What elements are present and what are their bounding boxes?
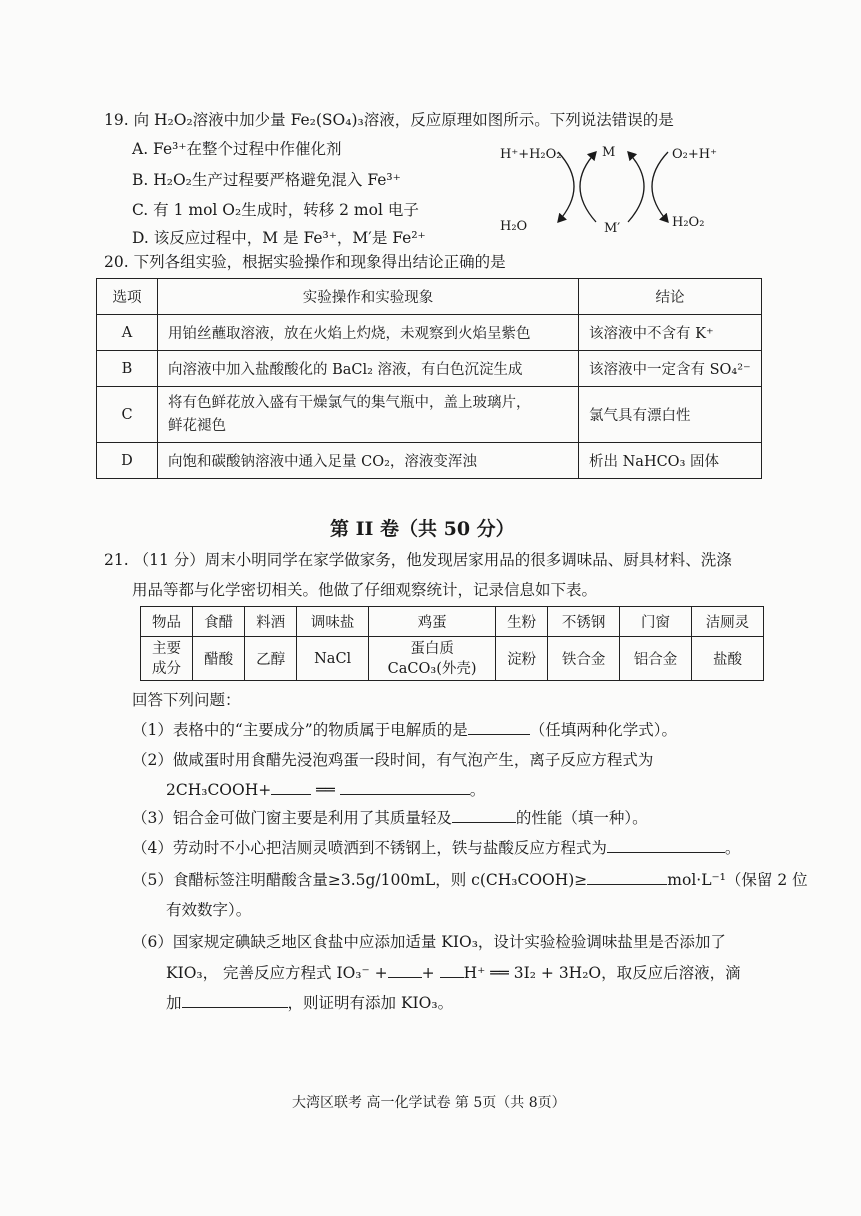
q21-value-vinegar: 醋酸 bbox=[193, 637, 245, 681]
q21-part6-add: 加 bbox=[166, 994, 182, 1012]
diagram-left-bottom: H₂O bbox=[500, 219, 528, 234]
q21-part5-line2: 有效数字）。 bbox=[166, 901, 252, 919]
q21-header-starch: 生粉 bbox=[496, 607, 548, 637]
q20-row-a-conclusion: 该溶液中不含有 K⁺ bbox=[579, 315, 762, 351]
q20-stem: 20. 下列各组实验，根据实验操作和现象得出结论正确的是 bbox=[104, 253, 506, 271]
q21-header-cleaner: 洁厕灵 bbox=[692, 607, 764, 637]
q20-row-d-conclusion: 析出 NaHCO₃ 固体 bbox=[579, 443, 762, 479]
q21-value-starch: 淀粉 bbox=[496, 637, 548, 681]
q21-part3-text: （3）铝合金可做门窗主要是利用了其质量轻及 bbox=[132, 809, 452, 827]
diagram-mid-top: M bbox=[602, 145, 616, 160]
diagram-right-top: O₂+H⁺ bbox=[672, 147, 717, 162]
q20-header-operation: 实验操作和实验现象 bbox=[158, 279, 579, 315]
q21-part5-text: （5）食醋标签注明醋酸含量≥3.5g/100mL，则 c(CH₃COOH)≥ bbox=[132, 871, 588, 889]
q21-part4-blank[interactable] bbox=[607, 838, 725, 853]
q21-part5-line1 bbox=[132, 868, 808, 890]
q21-part1-blank[interactable] bbox=[468, 720, 530, 735]
q21-part3-blank[interactable] bbox=[452, 808, 516, 823]
q19-option-c: C. 有 1 mol O₂生成时，转移 2 mol 电子 bbox=[132, 201, 419, 219]
q21-household-table bbox=[140, 606, 764, 681]
q21-part6-equation-end: H⁺ ══ 3I₂ + 3H₂O，取反应后溶液，滴 bbox=[463, 964, 741, 982]
section-title: 第 II 卷（共 50 分） bbox=[330, 518, 515, 540]
q21-header-vinegar: 食醋 bbox=[193, 607, 245, 637]
q20-row-b-conclusion: 该溶液中一定含有 SO₄²⁻ bbox=[579, 351, 762, 387]
diagram-right-bottom: H₂O₂ bbox=[672, 215, 705, 230]
q21-row-label-line1: 主要 bbox=[152, 640, 182, 657]
q21-answer-intro: 回答下列问题： bbox=[132, 691, 241, 709]
q21-part2-equals: ══ bbox=[316, 781, 335, 799]
q21-value-wine: 乙醇 bbox=[245, 637, 297, 681]
q21-header-salt: 调味盐 bbox=[297, 607, 369, 637]
q21-part3 bbox=[132, 806, 648, 828]
q21-part1 bbox=[132, 718, 677, 740]
q21-header-window: 门窗 bbox=[620, 607, 692, 637]
right-curve-up bbox=[628, 152, 644, 222]
q20-row-a-operation: 用铂丝蘸取溶液，放在火焰上灼烧，未观察到火焰呈紫色 bbox=[158, 315, 579, 351]
q21-part6-tail: ，则证明有添加 KIO₃。 bbox=[287, 994, 454, 1012]
q20-row-a-option: A bbox=[97, 315, 158, 351]
q21-value-cleaner: 盐酸 bbox=[692, 637, 764, 681]
q21-part4 bbox=[132, 836, 740, 858]
q21-part1-text: （1）表格中的“主要成分”的物质属于电解质的是 bbox=[132, 721, 468, 739]
q21-part2-blank-products[interactable] bbox=[340, 780, 470, 795]
page-footer: 大湾区联考 高一化学试卷 第 5页（共 8页） bbox=[292, 1095, 566, 1111]
q21-header-item: 物品 bbox=[141, 607, 193, 637]
reaction-cycle-diagram bbox=[498, 138, 738, 238]
q21-header-steel: 不锈钢 bbox=[548, 607, 620, 637]
right-curve-down bbox=[652, 152, 668, 222]
q21-row-label bbox=[141, 637, 193, 681]
q21-part6-blank-2[interactable] bbox=[440, 963, 464, 978]
left-curve-up bbox=[580, 152, 596, 222]
q21-part4-tail: 。 bbox=[724, 839, 741, 857]
q21-value-egg-line2: CaCO₃(外壳) bbox=[387, 660, 477, 677]
q21-value-salt: NaCl bbox=[297, 637, 369, 681]
q19-option-b: B. H₂O₂生产过程要严格避免混入 Fe³⁺ bbox=[132, 171, 401, 189]
q21-value-window: 铝合金 bbox=[620, 637, 692, 681]
q19-option-a: A. Fe³⁺在整个过程中作催化剂 bbox=[132, 140, 342, 158]
q20-header-conclusion: 结论 bbox=[579, 279, 762, 315]
q20-header-option: 选项 bbox=[97, 279, 158, 315]
diagram-mid-bottom: M′ bbox=[604, 221, 621, 236]
q20-row-c-option: C bbox=[97, 387, 158, 443]
q19-stem: 19. 向 H₂O₂溶液中加少量 Fe₂(SO₄)₃溶液，反应原理如图所示。下列说法错误的是 bbox=[104, 111, 674, 129]
q21-row-label-line2: 成分 bbox=[152, 660, 182, 677]
q21-part2-lhs: 2CH₃COOH+ bbox=[166, 781, 272, 799]
q21-part1-tail: （任填两种化学式）。 bbox=[529, 721, 677, 739]
q21-part2-line2 bbox=[166, 778, 485, 800]
q21-part6-blank-reagent[interactable] bbox=[182, 993, 288, 1008]
q21-part2-blank-reactant[interactable] bbox=[271, 780, 311, 795]
q20-row-d-operation: 向饱和碳酸钠溶液中通入足量 CO₂，溶液变浑浊 bbox=[158, 443, 579, 479]
q20-table bbox=[96, 278, 762, 479]
q21-part6-line3 bbox=[166, 991, 453, 1013]
q21-part6-equation-start: KIO₃， 完善反应方程式 IO₃⁻ + bbox=[166, 964, 388, 982]
q21-part4-text: （4）劳动时不小心把洁厕灵喷洒到不锈钢上，铁与盐酸反应方程式为 bbox=[132, 839, 607, 857]
q21-part6-plus: + bbox=[421, 964, 435, 982]
q21-part5-blank[interactable] bbox=[587, 870, 667, 885]
q21-stem-line1: 21. （11 分）周末小明同学在家学做家务，他发现居家用品的很多调味品、厨具材料、洗涤 bbox=[104, 551, 732, 569]
q20-row-c-conclusion: 氯气具有漂白性 bbox=[579, 387, 762, 443]
q21-header-egg: 鸡蛋 bbox=[369, 607, 496, 637]
q21-header-wine: 料酒 bbox=[245, 607, 297, 637]
q21-stem-line2: 用品等都与化学密切相关。他做了仔细观察统计，记录信息如下表。 bbox=[132, 581, 598, 599]
q20-row-c-operation-line1: 将有色鲜花放入盛有干燥氯气的集气瓶中，盖上玻璃片， bbox=[168, 394, 531, 411]
q21-value-egg-line1: 蛋白质 bbox=[410, 640, 454, 657]
q21-part6-line2 bbox=[166, 961, 741, 983]
left-curve-down bbox=[558, 152, 574, 222]
q21-part2-line1: （2）做咸蛋时用食醋先浸泡鸡蛋一段时间，有气泡产生，离子反应方程式为 bbox=[132, 751, 654, 769]
q21-part3-tail: 的性能（填一种）。 bbox=[515, 809, 648, 827]
diagram-left-top: H⁺+H₂O₂ bbox=[500, 147, 562, 162]
q21-part5-unit: mol·L⁻¹（保留 2 位 bbox=[667, 871, 808, 889]
q20-row-d-option: D bbox=[97, 443, 158, 479]
q21-part6-line1: （6）国家规定碘缺乏地区食盐中应添加适量 KIO₃，设计实验检验调味盐里是否添加了 bbox=[132, 933, 726, 951]
q21-part2-period: 。 bbox=[469, 781, 486, 799]
q20-row-c-operation-line2: 鲜花褪色 bbox=[168, 417, 226, 434]
q19-option-d: D. 该反应过程中，M 是 Fe³⁺，M′是 Fe²⁺ bbox=[132, 229, 426, 247]
q20-row-b-operation: 向溶液中加入盐酸酸化的 BaCl₂ 溶液，有白色沉淀生成 bbox=[158, 351, 579, 387]
q21-value-steel: 铁合金 bbox=[548, 637, 620, 681]
q20-row-b-option: B bbox=[97, 351, 158, 387]
q21-value-egg bbox=[369, 637, 496, 681]
q21-part6-blank-1[interactable] bbox=[388, 963, 422, 978]
q20-row-c-operation bbox=[158, 387, 579, 443]
